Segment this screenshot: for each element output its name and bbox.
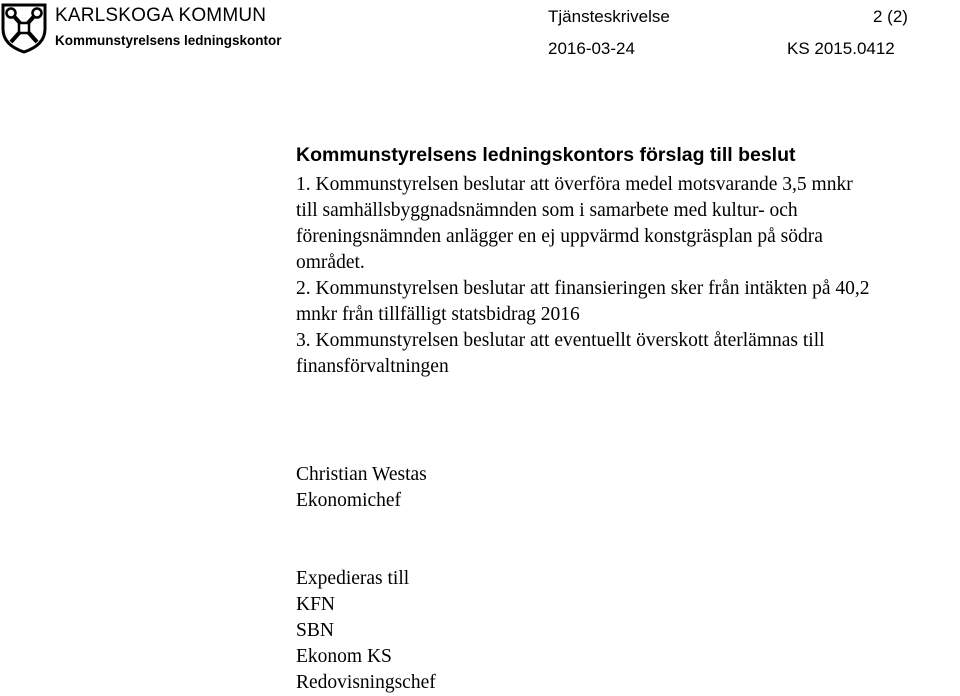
- proposal-list: [296, 172, 960, 380]
- signature-block: [296, 462, 960, 514]
- proposal-item: [296, 172, 960, 276]
- proposal-text-line: mnkr från tillfälligt statsbidrag 2016: [296, 304, 580, 325]
- document-reference: KS 2015.0412: [787, 39, 895, 58]
- proposal-text-line: 2. Kommunstyrelsen beslutar att finansieringen sker från intäkten på 40,2: [296, 278, 870, 299]
- proposal-text-line: 1. Kommunstyrelsen beslutar att överföra medel motsvarande 3,5 mnkr: [296, 174, 853, 195]
- distribution-recipient: KFN: [296, 594, 336, 615]
- signatory-name: Christian Westas: [296, 464, 427, 485]
- distribution-list: [296, 566, 960, 696]
- document-type: Tjänsteskrivelse: [548, 7, 670, 26]
- organization-name: KARLSKOGA KOMMUN: [55, 5, 267, 26]
- distribution-recipient: SBN: [296, 620, 334, 641]
- organization-unit: Kommunstyrelsens ledningskontor: [55, 33, 282, 48]
- section-heading: Kommunstyrelsens ledningskontors förslag till beslut: [296, 144, 796, 166]
- proposal-item: [296, 276, 960, 328]
- distribution-recipient: Ekonom KS: [296, 646, 392, 667]
- signatory-title: Ekonomichef: [296, 490, 402, 511]
- page-number: 2 (2): [873, 7, 908, 26]
- document-date: 2016-03-24: [548, 39, 635, 58]
- karlskoga-coat-of-arms-icon: [0, 2, 48, 54]
- proposal-text-line: 3. Kommunstyrelsen beslutar att eventuellt överskott återlämnas till: [296, 330, 825, 351]
- proposal-text-line: området.: [296, 252, 365, 273]
- proposal-text-line: finansförvaltningen: [296, 356, 449, 377]
- proposal-text-line: föreningsnämnden anlägger en ej uppvärmd konstgräsplan på södra: [296, 226, 823, 247]
- proposal-text-line: till samhällsbyggnadsnämnden som i samarbete med kultur- och: [296, 200, 798, 221]
- proposal-item: [296, 328, 960, 380]
- distribution-label: Expedieras till: [296, 568, 410, 589]
- distribution-recipient: Redovisningschef: [296, 672, 436, 693]
